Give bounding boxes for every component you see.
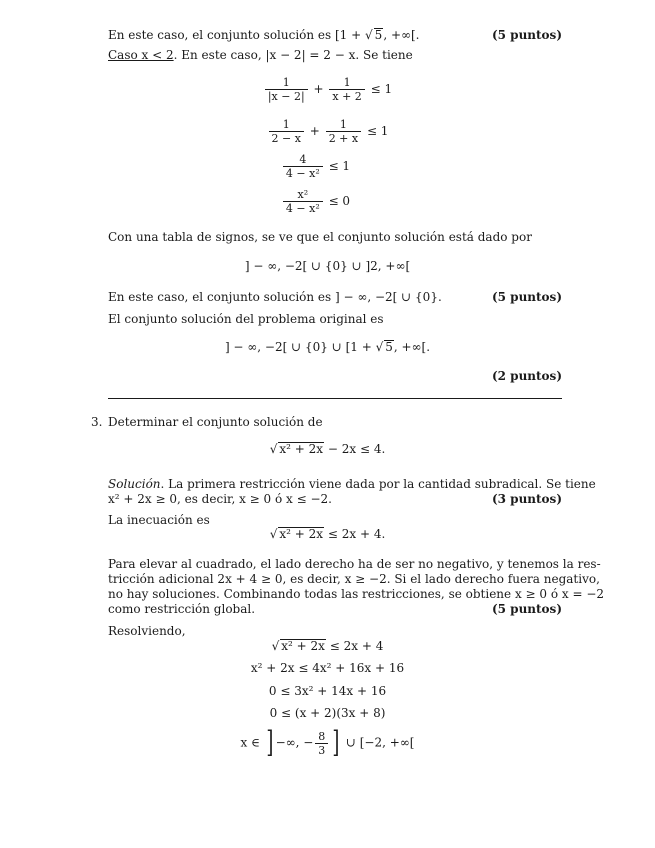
inequality-intro: La inecuación es: [108, 513, 210, 527]
points-label: (2 puntos): [491, 369, 562, 383]
case-solution-line-2: En este caso, el conjunto solución es ] − ∞, −2[ ∪ {0}.: [108, 290, 442, 304]
case-heading-line: Caso x < 2. En este caso, |x − 2| = 2 − x. Se tiene: [108, 48, 413, 62]
step-3: 0 ≤ 3x² + 14x + 16: [268, 684, 387, 698]
paragraph-line: Para elevar al cuadrado, el lado derecho ha de ser no negativo, y tenemos la res-: [108, 557, 601, 571]
problem-inequality: √ x² + 2x − 2x ≤ 4.: [269, 442, 386, 456]
case-label: Caso x < 2: [108, 48, 174, 62]
paragraph-line: no hay soluciones. Combinando todas las restricciones, se obtiene x ≥ 0 ó x = −2: [108, 587, 605, 601]
solution-restriction: x² + 2x ≥ 0, es decir, x ≥ 0 ó x ≤ −2.: [108, 492, 332, 506]
equation-4: $\frac{\text{x²}}{\text{4 − x²}}$ ≤ 0: [0, 188, 643, 215]
step-1: √ x² + 2x ≤ 2x + 4: [271, 639, 384, 653]
paragraph-line: como restricción global.: [108, 602, 256, 616]
signs-set: ] − ∞, −2[ ∪ {0} ∪ ]2, +∞[: [244, 259, 411, 273]
step-5: x ∈ ] −∞, − $\frac{8}{3}$ ] ∪ [−2, +∞[: [240, 725, 415, 760]
points-label: (5 puntos): [491, 290, 562, 304]
points-label: (3 puntos): [491, 492, 562, 506]
problem-number: 3.: [91, 415, 103, 429]
section-divider: [108, 398, 562, 399]
signs-text: Con una tabla de signos, se ve que el conjunto solución está dado por: [108, 230, 532, 244]
original-text: El conjunto solución del problema original es: [108, 312, 384, 326]
points-label: (5 puntos): [491, 602, 562, 616]
problem-statement: Determinar el conjunto solución de: [108, 415, 323, 429]
paragraph-line: tricción adicional 2x + 4 ≥ 0, es decir, x ≥ −2. Si el lado derecho fuera negativo,: [108, 572, 600, 586]
step-4: 0 ≤ (x + 2)(3x + 8): [269, 706, 386, 720]
solution-label: Solución: [108, 477, 161, 491]
case-solution-line: En este caso, el conjunto solución es [1 + √ 5, +∞[.: [108, 28, 420, 42]
original-set: ] − ∞, −2[ ∪ {0} ∪ [1 + √ 5, +∞[.: [224, 340, 431, 354]
equation-1: $\frac{1}{|x - 2|}$ + $\frac{1}{x + 2}$ ≤ 1: [0, 76, 655, 103]
solution-intro: Solución. La primera restricción viene dada por la cantidad subradical. Se tiene: [108, 477, 596, 491]
points-label: (5 puntos): [491, 28, 562, 42]
resolving-label: Resolviendo,: [108, 624, 186, 638]
equation-3: $\frac{4}{\text{4 − x²}}$ ≤ 1: [0, 153, 643, 180]
equation-2: $\frac{1}{2 - x}$ + $\frac{1}{2 + x}$ ≤ 1: [0, 118, 655, 145]
step-2: x² + 2x ≤ 4x² + 16x + 16: [250, 661, 405, 675]
inequality-2: √ x² + 2x ≤ 2x + 4.: [269, 527, 386, 541]
